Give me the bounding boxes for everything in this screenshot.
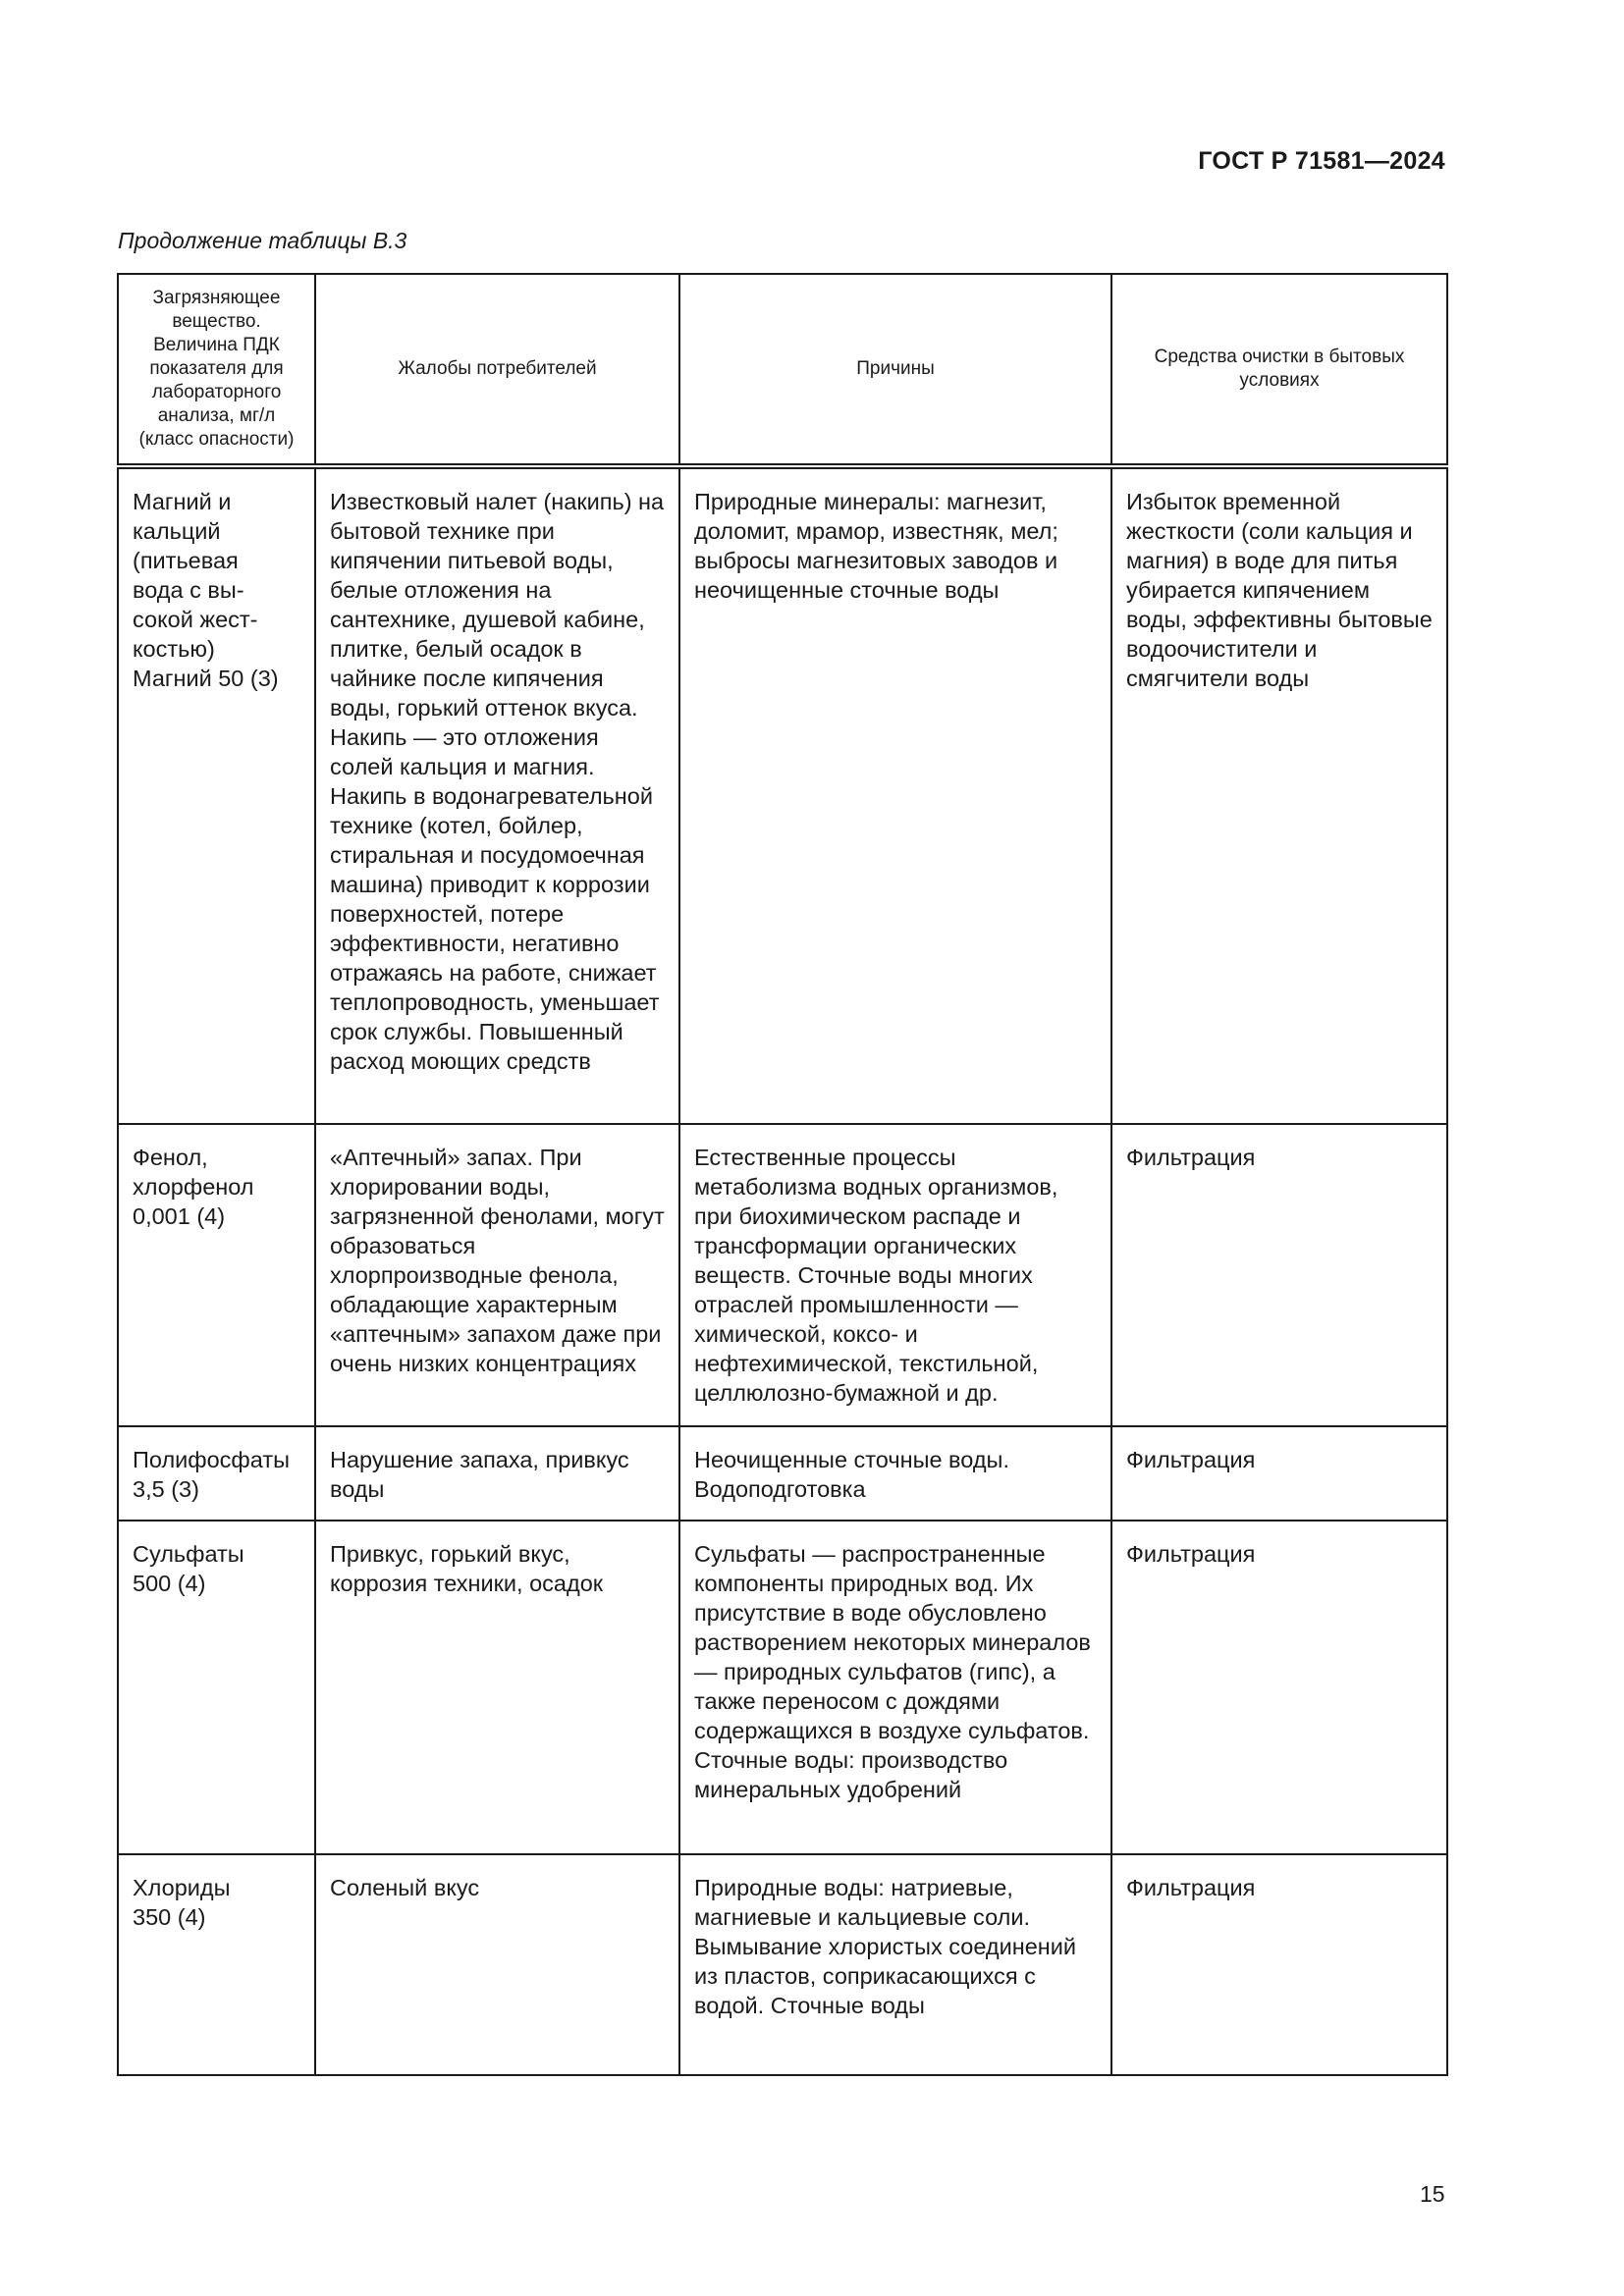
header-substance: Загрязняющее вещество. Величина ПДК показателя для лабораторного анализа, мг/л (класс опасности) — [118, 274, 315, 466]
cell-substance: Магний и кальций (питьевая вода с вы- сокой жест- костью) Магний 50 (3) — [118, 466, 315, 1124]
cell-treatment: Фильтрация — [1111, 1854, 1447, 2075]
cell-causes: Природные воды: натриевые, магниевые и кальциевые соли. Вымывание хлористых соединений из пластов, соприкасающихся с водой. Сточные воды — [679, 1854, 1111, 2075]
cell-substance: Полифосфаты 3,5 (3) — [118, 1426, 315, 1521]
cell-treatment: Фильтрация — [1111, 1426, 1447, 1521]
table-row — [118, 1124, 1447, 1426]
cell-substance: Фенол, хлорфенол 0,001 (4) — [118, 1124, 315, 1426]
cell-causes: Природные минералы: магнезит, доломит, мрамор, известняк, мел; выбросы магнезитовых заводов и неочищенные сточные воды — [679, 466, 1111, 1124]
table-caption: Продолжение таблицы В.3 — [118, 228, 407, 253]
cell-treatment: Фильтрация — [1111, 1124, 1447, 1426]
cell-causes: Сульфаты — распространенные компоненты природных вод. Их присутствие в воде обусловлено растворением некоторых минералов — природных сульфатов (гипс), а также переносом с дождями содержащихся в воздухе сульфатов. Сточные воды: производство минеральных удобрений — [679, 1521, 1111, 1854]
header-complaints: Жалобы потребителей — [315, 274, 679, 466]
cell-substance: Сульфаты 500 (4) — [118, 1521, 315, 1854]
table-header-row — [118, 274, 1447, 466]
cell-complaints: Привкус, горький вкус, коррозия техники, осадок — [315, 1521, 679, 1854]
cell-causes: Естественные процессы метаболизма водных организмов, при биохимическом распаде и трансформации органических веществ. Сточные воды многих отраслей промышленности — химической, коксо- и нефтехимической, текстильной, целлюлозно-бумажной и др. — [679, 1124, 1111, 1426]
cell-treatment: Фильтрация — [1111, 1521, 1447, 1854]
table-row — [118, 1426, 1447, 1521]
table-row — [118, 1854, 1447, 2075]
table-row — [118, 466, 1447, 1124]
cell-complaints: Соленый вкус — [315, 1854, 679, 2075]
cell-complaints: Нарушение запаха, привкус воды — [315, 1426, 679, 1521]
cell-substance: Хлориды 350 (4) — [118, 1854, 315, 2075]
data-table — [117, 273, 1448, 2076]
page-number: 15 — [1420, 2181, 1445, 2207]
cell-treatment: Избыток временной жесткости (соли кальция и магния) в воде для питья убирается кипячением воды, эффективны бытовые водоочистители и смягчители воды — [1111, 466, 1447, 1124]
cell-causes: Неочищенные сточные воды. Водоподготовка — [679, 1426, 1111, 1521]
document-code: ГОСТ Р 71581—2024 — [1198, 147, 1445, 175]
cell-complaints: «Аптечный» запах. При хлорировании воды, загрязненной фенолами, могут образоваться хлорпроизводные фенола, обладающие характерным «аптечным» запахом даже при очень низких концентрациях — [315, 1124, 679, 1426]
header-causes: Причины — [679, 274, 1111, 466]
table-row — [118, 1521, 1447, 1854]
cell-complaints: Известковый налет (накипь) на бытовой технике при кипячении питьевой воды, белые отложения на сантехнике, душевой кабине, плитке, белый осадок в чайнике после кипячения воды, горький оттенок вкуса. Накипь — это отложения солей кальция и магния. Накипь в водонагревательной технике (котел, бойлер, стиральная и посудомоечная машина) приводит к коррозии поверхностей, потере эффективности, негативно отражаясь на работе, снижает теплопроводность, уменьшает срок службы. Повышенный расход моющих средств — [315, 466, 679, 1124]
header-treatment: Средства очистки в бытовых условиях — [1111, 274, 1447, 466]
